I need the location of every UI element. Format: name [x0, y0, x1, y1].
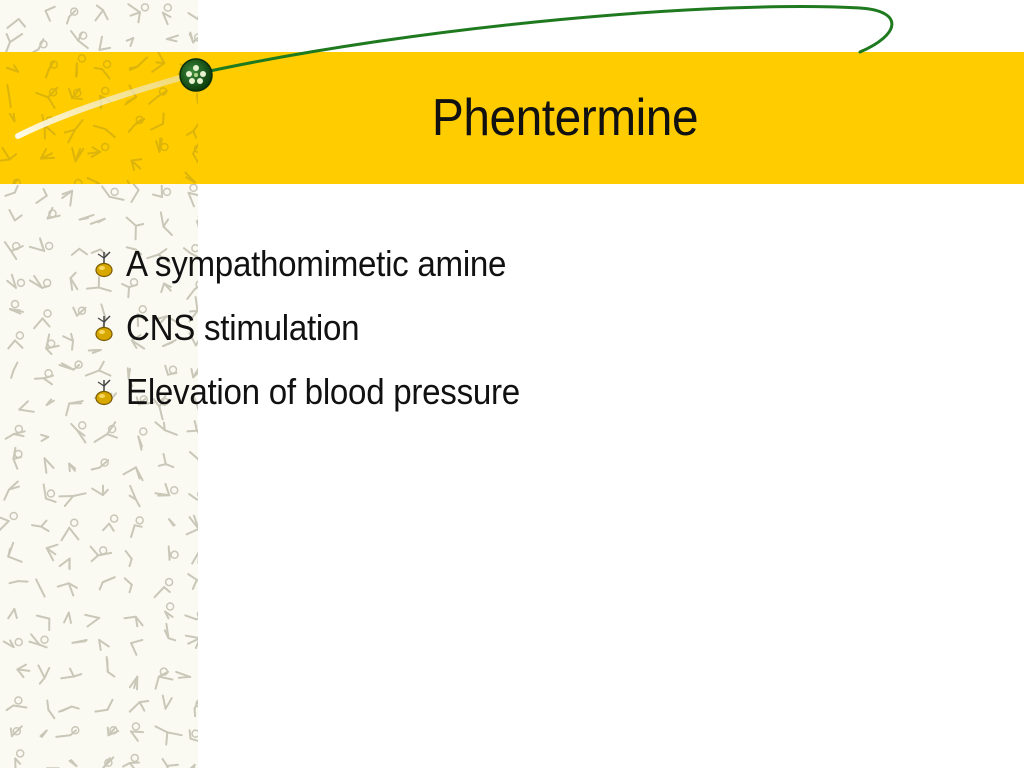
sunflower-bullet-icon — [88, 246, 124, 282]
title-band-pattern — [0, 52, 198, 184]
bullet-item — [88, 296, 948, 360]
bullet-text: A sympathomimetic amine — [126, 243, 507, 284]
bullet-text: CNS stimulation — [126, 307, 360, 348]
bullet-list — [88, 232, 948, 424]
sunflower-bullet-icon — [88, 374, 124, 410]
bullet-item — [88, 360, 948, 424]
slide-title: Phentermine — [431, 89, 699, 147]
sunflower-bullet-icon — [88, 310, 124, 346]
bullet-text: Elevation of blood pressure — [126, 371, 520, 412]
bullet-item — [88, 232, 948, 296]
